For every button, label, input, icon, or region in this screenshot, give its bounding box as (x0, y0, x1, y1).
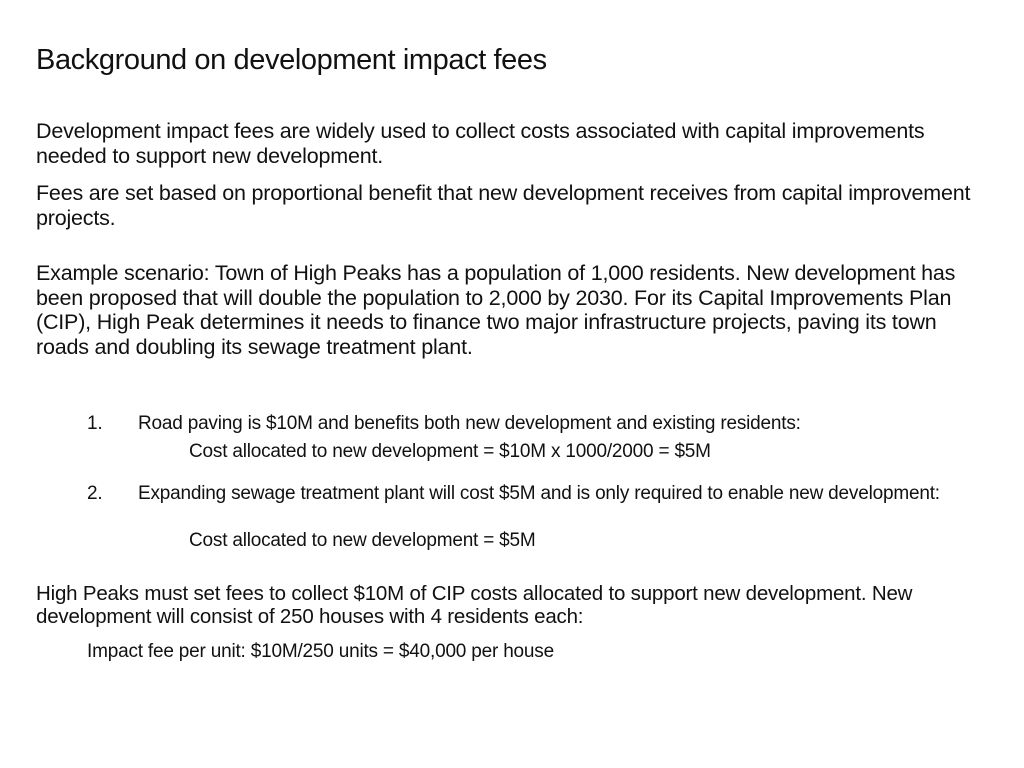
list-number: 2. (87, 483, 103, 504)
list-text: Expanding sewage treatment plant will cost $5M and is only required to enable new development: (138, 483, 940, 504)
road-paving-calculation: Cost allocated to new development = $10M x 1000/2000 = $5M (189, 441, 711, 462)
example-scenario-paragraph: Example scenario: Town of High Peaks has a population of 1,000 residents. New development has been proposed that will double the population to 2,000 by 2030. For its Capital Improvements Plan (CIP), High Peak determines it needs to finance two major infrastructure projects, paving its town roads and doubling its sewage treatment plant. (36, 261, 956, 359)
fee-setting-paragraph: High Peaks must set fees to collect $10M of CIP costs allocated to support new development. New development will consist of 250 houses with 4 residents each: (36, 582, 913, 628)
slide-title: Background on development impact fees (36, 44, 547, 76)
fees-paragraph: Fees are set based on proportional benefit that new development receives from capital improvement projects. (36, 181, 971, 230)
impact-fee-calculation: Impact fee per unit: $10M/250 units = $40,000 per house (87, 641, 554, 662)
sewage-plant-calculation: Cost allocated to new development = $5M (189, 530, 536, 551)
intro-paragraph: Development impact fees are widely used to collect costs associated with capital improvements needed to support new development. (36, 119, 925, 168)
list-number: 1. (87, 413, 103, 434)
list-text: Road paving is $10M and benefits both new development and existing residents: (138, 413, 801, 434)
